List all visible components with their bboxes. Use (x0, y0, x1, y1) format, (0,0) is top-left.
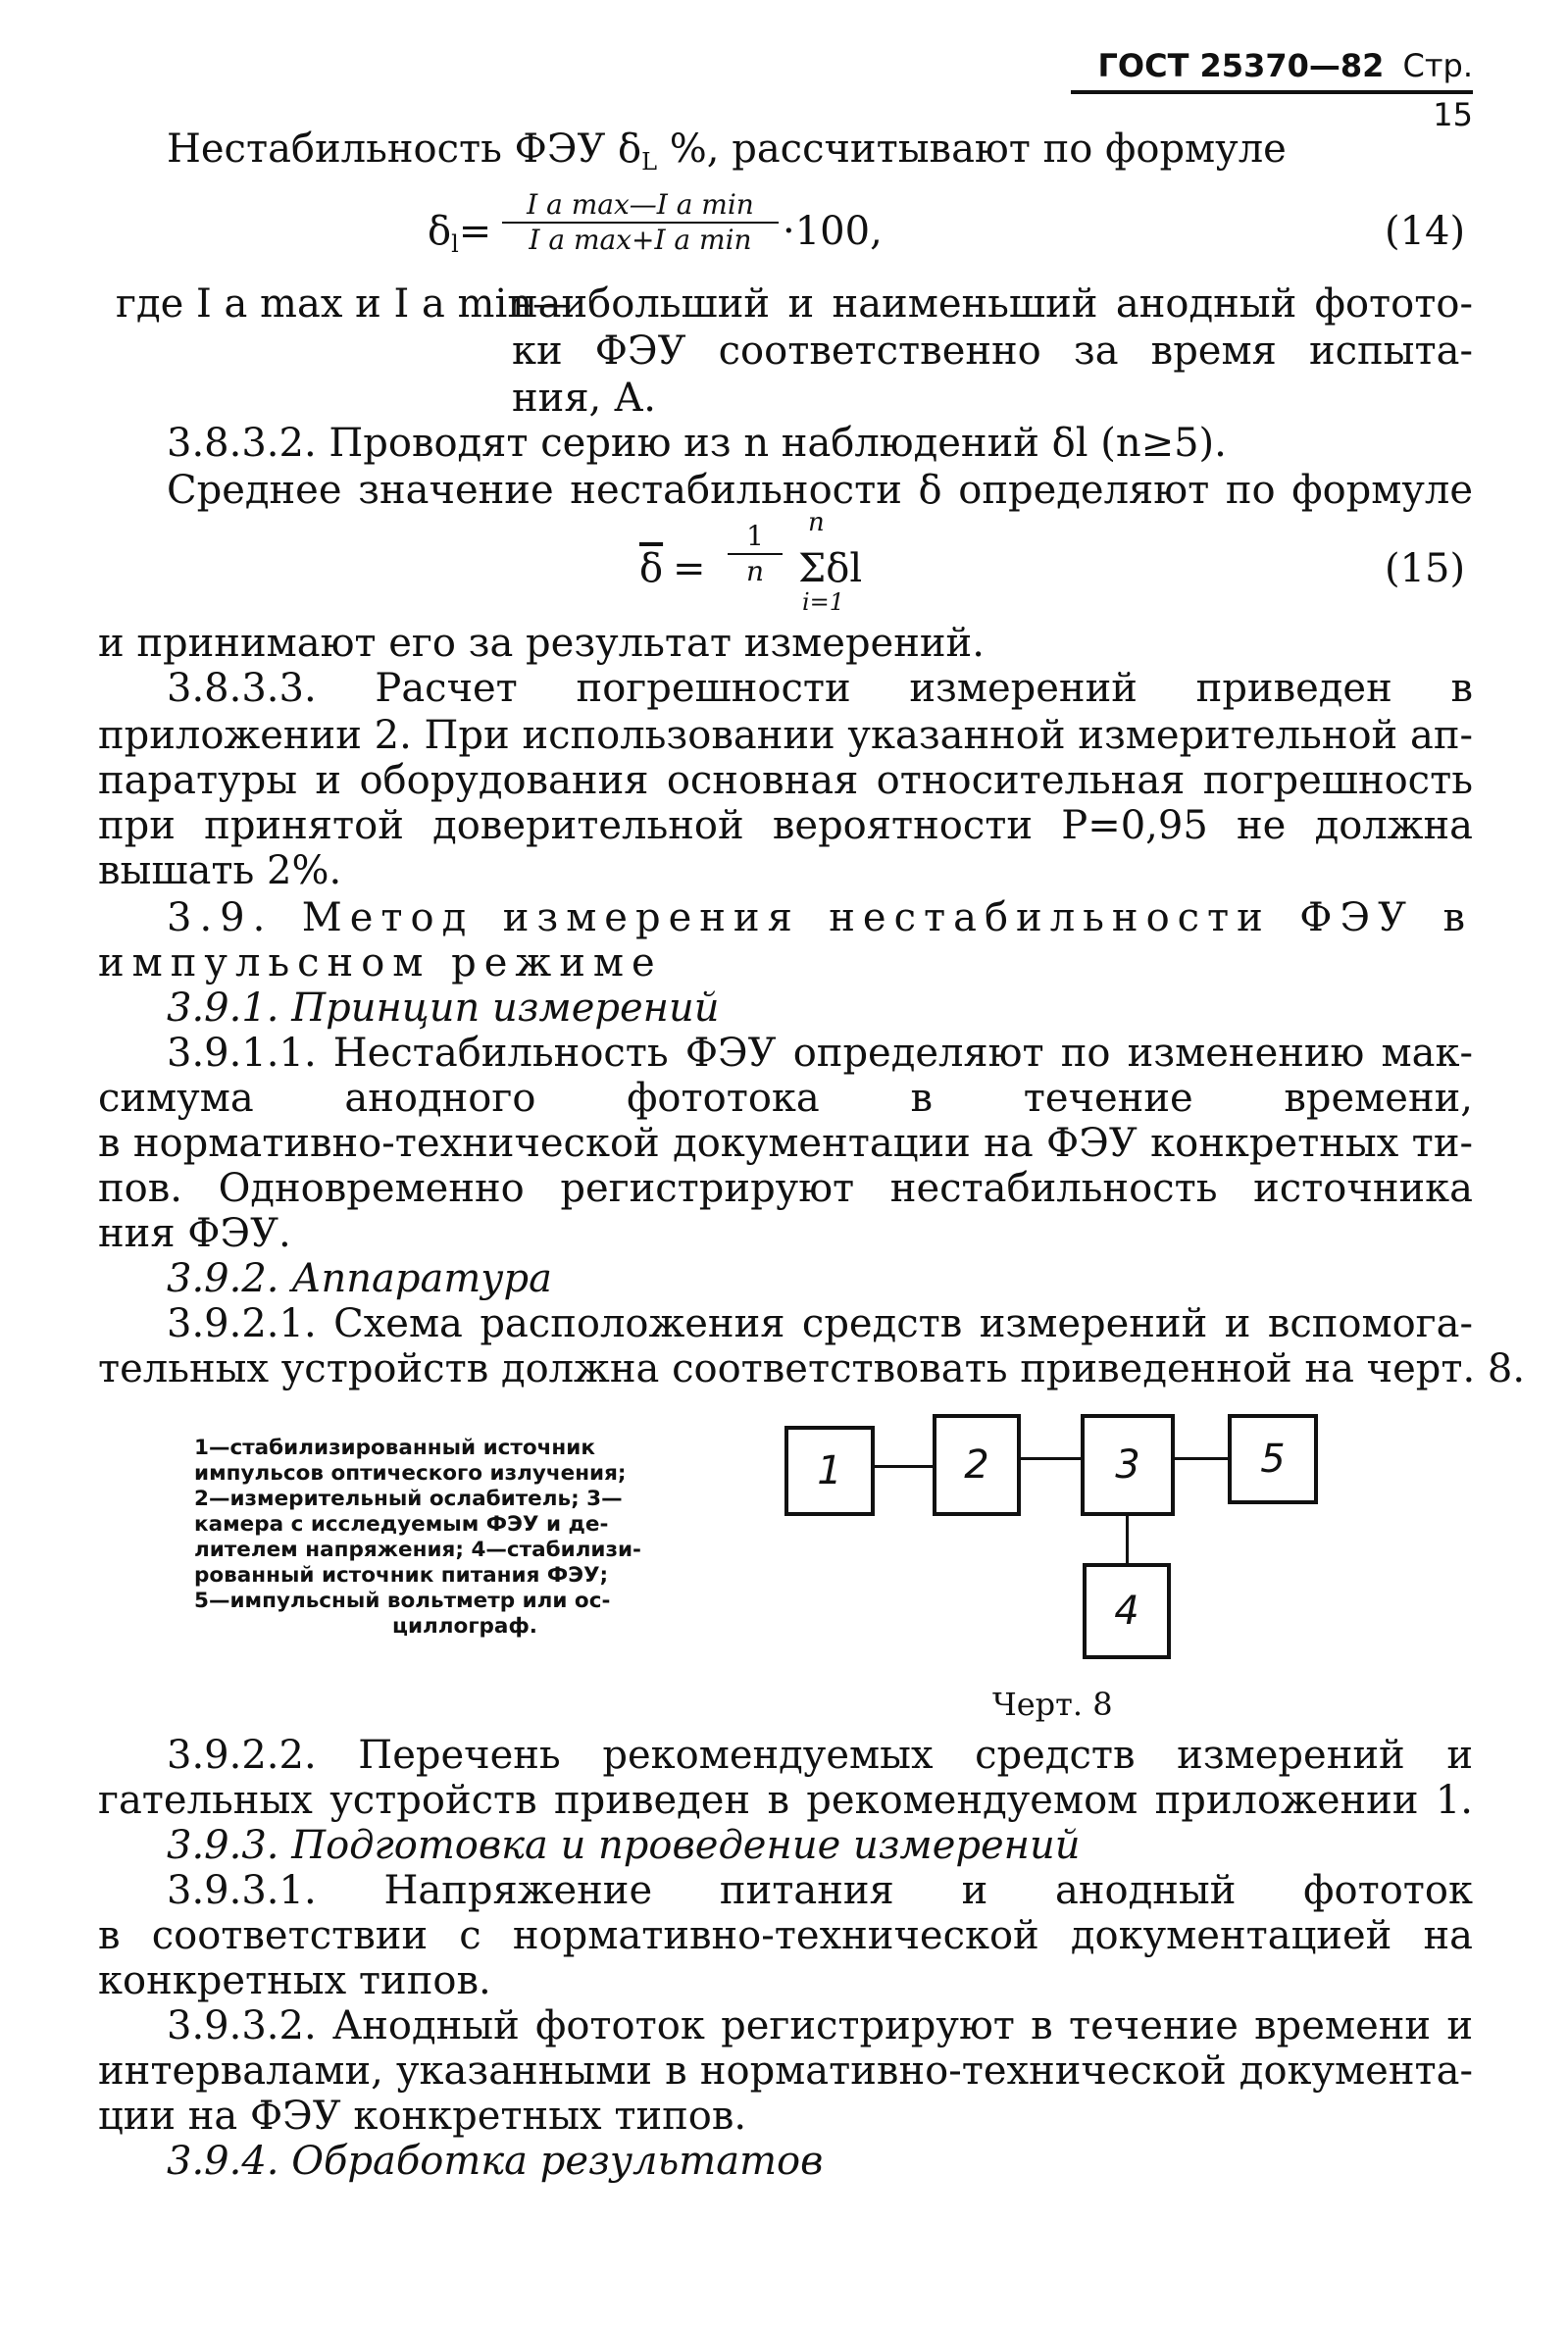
formula-14-denominator: I a max+I a min (529, 224, 752, 256)
formula-15-denominator: n (745, 555, 765, 587)
formula-14-fraction (502, 188, 779, 257)
formula-14-lhs: $\delta_l=$ (428, 209, 492, 258)
where-prefix: где I a max и I a min— (116, 281, 573, 327)
formula-15-fraction (728, 520, 783, 588)
legend-line: импульсов оптического излучения; (194, 1461, 627, 1486)
standard-number: ГОСТ 25370—82 (1097, 47, 1385, 84)
paragraph-3-9-2-2-line-2: гательных устройств приведен в рекомендуемом приложении 1. (98, 1778, 1473, 1823)
paragraph-3-9-3-2-line-2: интервалами, указанными в нормативно-технической документа- (98, 2048, 1473, 2094)
paragraph-3-8-3-3-line-3: паратуры и оборудования основная относительная погрешность (98, 758, 1473, 803)
paragraph-3-8-3-3-line-5: вышать 2%. (98, 848, 342, 893)
formula-14-factor: ·100, (783, 209, 883, 254)
figure-caption: Черт. 8 (992, 1686, 1113, 1723)
paragraph-3-9-2-2-line-1: 3.9.2.2. Перечень рекомендуемых средств измерений и (167, 1733, 1473, 1778)
heading-3-9-4: 3.9.4. Обработка результатов (167, 2139, 824, 2184)
formula-15-sum-top: n (808, 508, 825, 537)
paragraph-3-9-3-1-line-2: в соответствии с нормативно-технической документацией на (98, 1913, 1473, 1958)
block-1: 1 (784, 1426, 875, 1516)
connector-1-2 (875, 1465, 933, 1468)
heading-3-9-line-2: импульсном режиме (98, 940, 663, 986)
paragraph-3-8-3-2: 3.8.3.2. Проводят серию из n наблюдений δl (n≥5). (167, 421, 1227, 466)
where-line-1: наибольший и наименьший анодный фотото- (512, 281, 1473, 327)
where-line-2: ки ФЭУ соответственно за время испыта- (512, 329, 1473, 374)
paragraph-3-9-1-1-line-3: в нормативно-технической документации на ФЭУ конкретных ти- (98, 1121, 1473, 1166)
formula-14-intro: Нестабильность ФЭУ $\delta_L$ %, рассчитывают по формуле (167, 126, 1287, 176)
formula-14-number: (14) (1385, 209, 1466, 254)
paragraph-3-9-3-2-line-1: 3.9.3.2. Анодный фототок регистрируют в течение времени и (167, 2003, 1473, 2048)
legend-line: циллограф. (392, 1614, 537, 1639)
heading-3-9-1: 3.9.1. Принцип измерений (167, 986, 720, 1031)
formula-15-equals: = (673, 546, 706, 591)
paragraph-3-8-3-3-line-4: при принятой доверительной вероятности P=0,95 не должна (98, 803, 1473, 848)
legend-line: 5—импульсный вольтметр или ос- (194, 1589, 611, 1613)
formula-15-intro: Среднее значение нестабильности δ определяют по формуле (167, 468, 1473, 513)
formula-15-sum: Σδl (798, 546, 863, 591)
page-number: Стр. 15 (1402, 47, 1473, 133)
heading-3-9-2: 3.9.2. Аппаратура (167, 1256, 552, 1301)
block-3: 3 (1081, 1414, 1175, 1516)
block-5: 5 (1228, 1414, 1318, 1504)
heading-3-9-line-1: 3.9. Метод измерения нестабильности ФЭУ в (167, 895, 1473, 940)
connector-2-3 (1021, 1457, 1081, 1460)
connector-3-4 (1126, 1516, 1129, 1563)
diagram-legend (194, 1436, 735, 1640)
formula-14-numerator: I a max—I a min (502, 188, 779, 224)
paragraph-3-9-1-1-line-2: симума анодного фототока в течение времени, (98, 1076, 1473, 1121)
connector-3-5 (1175, 1457, 1228, 1460)
legend-line: камера с исследуемым ФЭУ и де- (194, 1512, 609, 1537)
paragraph-3-8-3-3-line-2: приложении 2. При использовании указанной измерительной ап- (98, 713, 1473, 758)
paragraph-3-9-2-1-line-1: 3.9.2.1. Схема расположения средств измерений и вспомога- (167, 1301, 1473, 1346)
paragraph-3-9-1-1-line-4: пов. Одновременно регистрируют нестабильность источника (98, 1166, 1473, 1211)
legend-line: рованный источник питания ФЭУ; (194, 1563, 609, 1588)
formula-15-number: (15) (1385, 546, 1466, 591)
formula-15-lhs: $\overline{\delta}$ (639, 546, 664, 591)
paragraph-3-9-3-1-line-3: конкретных типов. (98, 1958, 491, 2003)
formula-15-numerator: 1 (728, 520, 783, 555)
paragraph-3-9-1-1-line-1: 3.9.1.1. Нестабильность ФЭУ определяют по изменению мак- (167, 1031, 1473, 1076)
paragraph-3-9-3-2-line-3: ции на ФЭУ конкретных типов. (98, 2094, 747, 2139)
legend-line: 2—измерительный ослабитель; 3— (194, 1487, 623, 1511)
paragraph-3-9-1-1-line-5: ния ФЭУ. (98, 1211, 291, 1256)
where-line-3: ния, А. (512, 376, 656, 421)
block-4: 4 (1083, 1563, 1171, 1659)
paragraph-accept: и принимают его за результат измерений. (98, 621, 985, 666)
legend-line: 1—стабилизированный источник (194, 1436, 595, 1460)
heading-3-9-3: 3.9.3. Подготовка и проведение измерений (167, 1823, 1081, 1868)
legend-line: лителем напряжения; 4—стабилизи- (194, 1538, 641, 1562)
formula-15-sum-bottom: i=1 (802, 588, 845, 616)
block-2: 2 (933, 1414, 1021, 1516)
paragraph-3-9-3-1-line-1: 3.9.3.1. Напряжение питания и анодный фототок (167, 1868, 1473, 1913)
paragraph-3-9-2-1-line-2: тельных устройств должна соответствовать приведенной на черт. 8. (98, 1346, 1526, 1391)
paragraph-3-8-3-3-line-1: 3.8.3.3. Расчет погрешности измерений приведен в (167, 666, 1473, 711)
page-header (1071, 41, 1473, 133)
